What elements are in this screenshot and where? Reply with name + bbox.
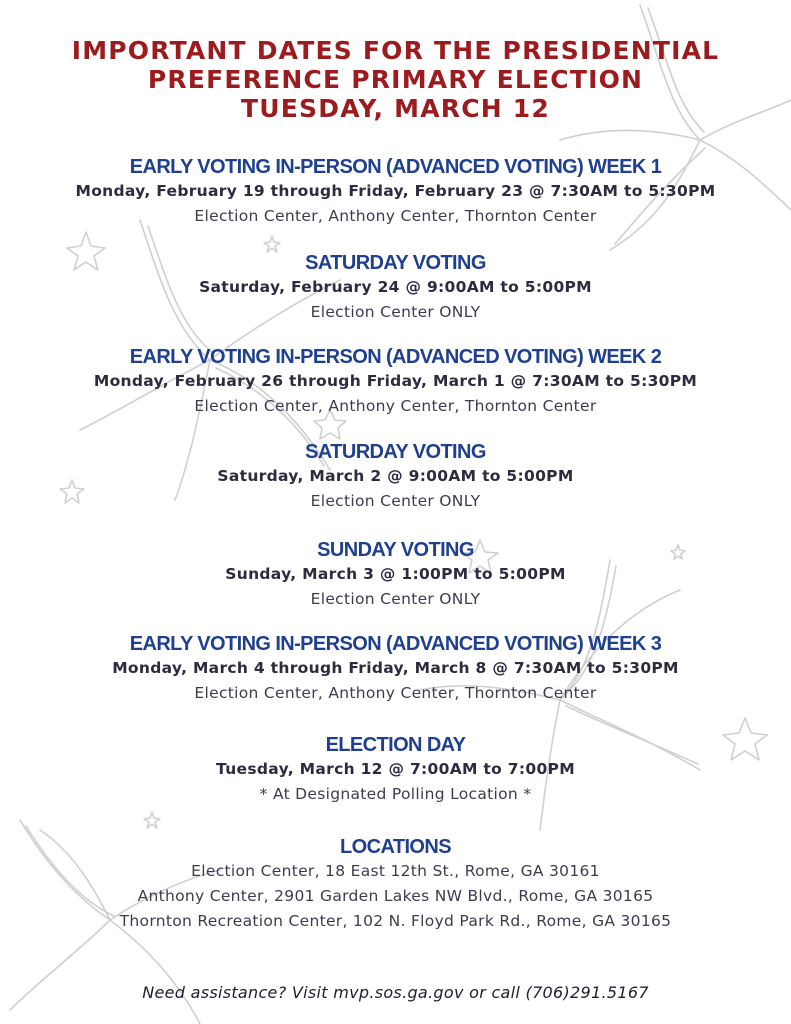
section-dates: Monday, March 4 through Friday, March 8 @ 7:30AM to 5:30PM	[112, 659, 679, 677]
section-heading: EARLY VOTING IN-PERSON (ADVANCED VOTING) WEEK 1	[129, 156, 662, 178]
schedule-section-sunday-voting	[0, 538, 791, 612]
section-locations: Election Center ONLY	[310, 492, 481, 510]
section-heading: ELECTION DAY	[325, 734, 466, 756]
section-locations: Election Center, Anthony Center, Thornton Center	[194, 397, 597, 415]
section-dates: Monday, February 19 through Friday, February 23 @ 7:30AM to 5:30PM	[75, 182, 716, 200]
section-dates: Tuesday, March 12 @ 7:00AM to 7:00PM	[216, 760, 575, 778]
section-heading: EARLY VOTING IN-PERSON (ADVANCED VOTING) WEEK 3	[129, 633, 662, 655]
section-heading: SUNDAY VOTING	[317, 539, 474, 561]
schedule-section-saturday-voting-2	[0, 440, 791, 514]
page-title	[0, 36, 791, 123]
title-line-3: TUESDAY, MARCH 12	[241, 94, 550, 123]
section-heading: SATURDAY VOTING	[305, 252, 486, 274]
schedule-section-election-day	[0, 733, 791, 807]
location-item-thornton-center: Thornton Recreation Center, 102 N. Floyd Park Rd., Rome, GA 30165	[119, 912, 672, 930]
small-star-icon	[144, 812, 160, 828]
small-star-icon	[264, 236, 280, 252]
section-locations: Election Center ONLY	[310, 590, 481, 608]
section-dates: Monday, February 26 through Friday, March 1 @ 7:30AM to 5:30PM	[93, 372, 698, 390]
section-locations: * At Designated Polling Location *	[259, 785, 532, 803]
schedule-section-early-voting-week-2	[0, 345, 791, 419]
section-heading: SATURDAY VOTING	[305, 441, 486, 463]
assistance-footer: Need assistance? Visit mvp.sos.ga.gov or call (706)291.5167	[142, 983, 649, 1002]
section-dates: Saturday, February 24 @ 9:00AM to 5:00PM	[199, 278, 592, 296]
location-item-election-center: Election Center, 18 East 12th St., Rome, GA 30161	[191, 862, 600, 880]
location-item-anthony-center: Anthony Center, 2901 Garden Lakes NW Blvd., Rome, GA 30165	[137, 887, 654, 905]
schedule-section-early-voting-week-3	[0, 632, 791, 706]
section-heading: EARLY VOTING IN-PERSON (ADVANCED VOTING) WEEK 2	[129, 346, 662, 368]
section-dates: Sunday, March 3 @ 1:00PM to 5:00PM	[225, 565, 566, 583]
schedule-section-saturday-voting-1	[0, 251, 791, 325]
title-line-1: IMPORTANT DATES FOR THE PRESIDENTIAL	[71, 36, 720, 65]
title-line-2: PREFERENCE PRIMARY ELECTION	[147, 65, 644, 94]
section-dates: Saturday, March 2 @ 9:00AM to 5:00PM	[217, 467, 574, 485]
locations-section	[0, 835, 791, 934]
section-locations: Election Center ONLY	[310, 303, 481, 321]
locations-heading: LOCATIONS	[340, 836, 451, 858]
section-locations: Election Center, Anthony Center, Thornton Center	[194, 207, 597, 225]
schedule-section-early-voting-week-1	[0, 155, 791, 229]
locations-list	[0, 859, 791, 934]
section-locations: Election Center, Anthony Center, Thornton Center	[194, 684, 597, 702]
